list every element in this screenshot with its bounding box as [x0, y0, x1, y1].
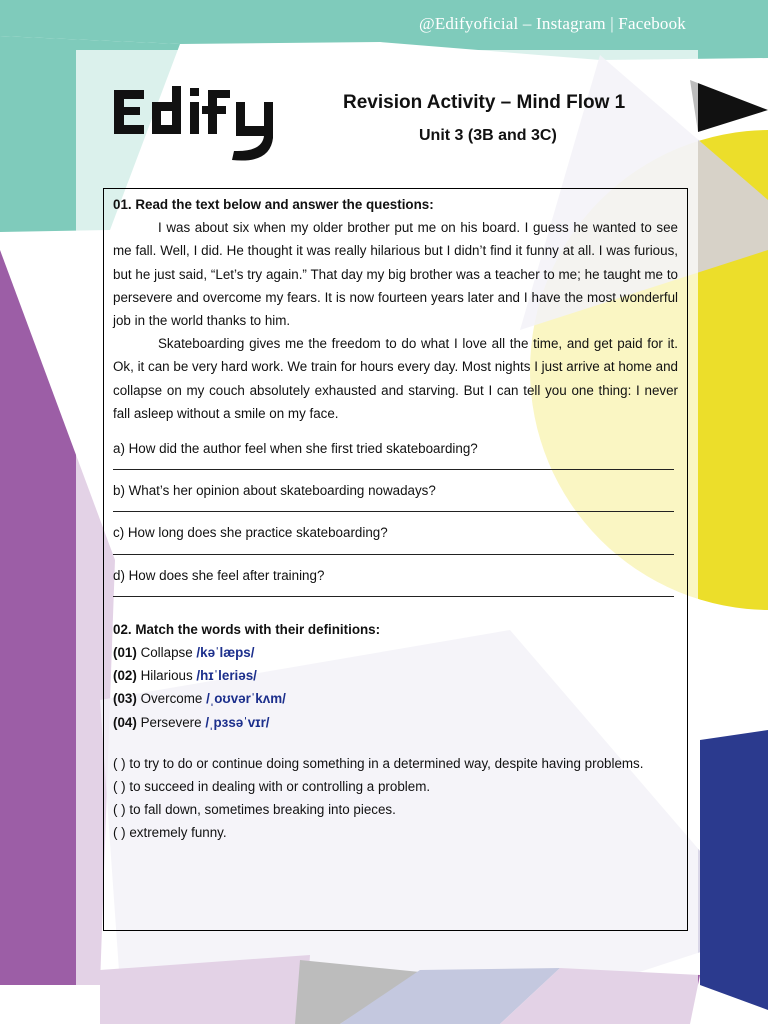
definition-item: ( ) to succeed in dealing with or controlling a problem.: [113, 779, 431, 795]
reading-paragraph-2: Skateboarding gives me the freedom to do what I love all the time, and get paid for it. Ok, it can be very hard work. We train for hours every day. Most nights I just arrive at home and collapse on my couch absolutely exhausted and starving. But I can tell you one thing: I never fall asleep without a smile on my face.: [113, 336, 678, 421]
section1-heading: 01. Read the text below and answer the questions:: [113, 197, 434, 212]
social-handle: @Edifyoficial – Instagram | Facebook: [418, 14, 686, 33]
definition-item: ( ) to fall down, sometimes breaking into pieces.: [113, 802, 396, 818]
definition-item: ( ) extremely funny.: [113, 825, 227, 841]
answer-line-c[interactable]: [113, 545, 674, 555]
page-subtitle: Unit 3 (3B and 3C): [419, 127, 557, 144]
navy-shape-right: [700, 730, 768, 1010]
question-b: b) What’s her opinion about skateboarding nowadays?: [113, 483, 436, 499]
definition-item: ( ) to try to do or continue doing something in a determined way, despite having problems.: [113, 755, 644, 771]
word-item: (02) Hilarious /hɪˈleriəs/: [113, 668, 257, 684]
section2-heading: 02. Match the words with their definitions:: [113, 621, 381, 637]
question-a: a) How did the author feel when she first tried skateboarding?: [113, 441, 478, 457]
answer-line-a[interactable]: [113, 460, 674, 470]
question-c: c) How long does she practice skateboarding?: [113, 525, 388, 541]
edify-logo: [112, 86, 284, 168]
page-title: Revision Activity – Mind Flow 1: [343, 92, 626, 113]
activity-box: [103, 188, 688, 931]
answer-line-d[interactable]: [113, 587, 674, 597]
question-d: d) How does she feel after training?: [113, 567, 325, 583]
word-item: (03) Overcome /ˌoʊvərˈkʌm/: [113, 691, 286, 707]
black-shape-top: [690, 80, 768, 132]
word-item: (04) Persevere /ˌpɜsəˈvɪr/: [113, 714, 270, 730]
answer-line-b[interactable]: [113, 502, 674, 512]
reading-paragraph-1: I was about six when my older brother put me on his board. I guess he wanted to see me fall. Well, I did. He thought it was really hilarious but I didn’t find it funny at all. I was furious, but he just said, “Let’s try again.” That day my big brother was a teacher to me; he taught me to persevere and overcome my fears. It is now fourteen years later and I have the most wonderful job in the world thanks to him.: [113, 220, 678, 329]
word-item: (01) Collapse /kəˈlæps/: [113, 645, 255, 661]
